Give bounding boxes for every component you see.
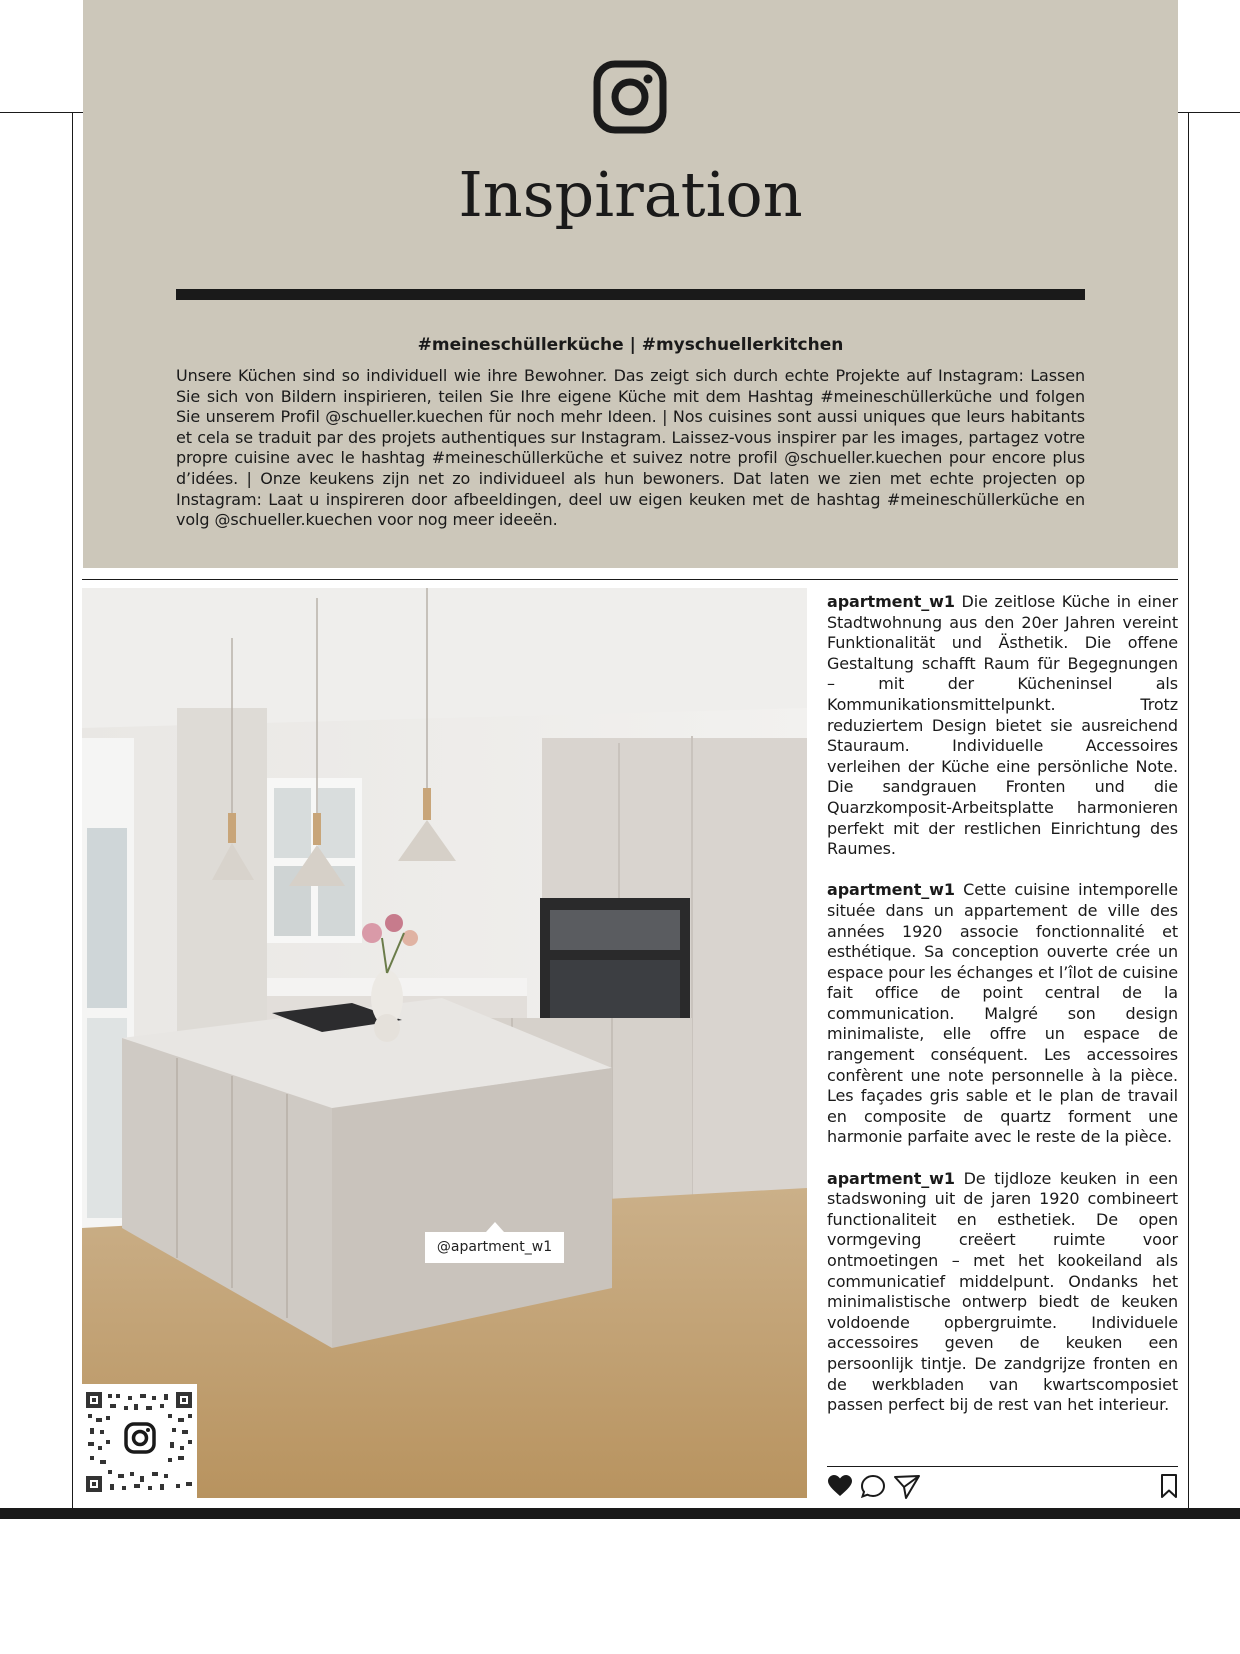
post-text: De tijdloze keuken in een stadswoning uit de jaren 1920 combineert functionaliteit en esthetiek. De open vormgeving creëert ruimte voor ontmoetingen – met het kookeiland als communicatief middelpunt. Ondanks het minimalistische ontwerp biedt de keuken voldoende opbergruimte. Individuele accessoires geven de keuken een persoonlijk tintje. De zandgrijze fronten en de werkbladen van kwartscomposiet passen perfect bij de rest van het interieur. bbox=[827, 1168, 1178, 1415]
share-icon[interactable] bbox=[893, 1474, 921, 1500]
post-username[interactable]: apartment_w1 bbox=[827, 592, 955, 611]
post-actions bbox=[827, 1466, 1178, 1502]
post-text: Cette cuisine intemporelle située dans un appartement de ville des années 1920 associe fonctionnalité et esthétique. Sa conception ouverte crée un espace pour les échanges et l’îlot de cuisine fait office de point central de la communication. Malgré son design minimaliste, elle offre un espace de rangement conséquent. Les accessoires confèrent une note personnelle à la pièce. Les façades gris sable et le plan de travail en composite de quartz forment une harmonie parfaite avec le reste de la pièce. bbox=[827, 880, 1178, 1147]
post-caption-fr bbox=[827, 880, 1178, 1148]
instagram-icon[interactable] bbox=[593, 60, 667, 134]
post-text: Die zeitlose Küche in einer Stadtwohnung aus den 20er Jahren vereint Funktionalität und Ästhetik. Die offene Gestaltung schafft Raum für Begegnungen – mit der Kücheninsel als Kommunikationsmittelpunkt. Trotz reduziertem Design bietet sie ausreichend Stauraum. Individuelle Accessoires verleihen der Küche eine persönliche Note. Die sandgrauen Fronten und die Quarzkomposit-Arbeitsplatte harmonieren perfekt mit der restlichen Einrichtung des Raumes. bbox=[827, 592, 1178, 859]
hashtags-heading: #meineschüllerküche | #myschuellerkitchen bbox=[417, 335, 844, 355]
title-divider bbox=[176, 289, 1085, 300]
post-caption-nl bbox=[827, 1169, 1178, 1416]
section-divider bbox=[82, 579, 1178, 580]
frame-line-top-left bbox=[0, 112, 83, 113]
photo-user-tag[interactable]: @apartment_w1 bbox=[425, 1232, 564, 1263]
frame-bottom-bar bbox=[0, 1508, 1240, 1519]
intro-text: Unsere Küchen sind so individuell wie ihre Bewohner. Das zeigt sich durch echte Projekte auf Instagram: Lassen Sie sich von Bildern inspirieren, teilen Sie Ihre eigene Küche mit dem Hashtag #meineschüllerküche und folgen Sie unserem Profil @schueller.kuechen für noch mehr Ideen. | Nos cuisines sont aussi uniques que leurs habitants et cela se traduit par des projets authentiques sur Instagram. Laissez-vous inspirer par les images, partagez votre propre cuisine avec le hashtag #meineschüllerküche et suivez notre profil @schueller.kuechen pour encore plus d’idées. | Onze keukens zijn net zo individueel als hun bewoners. Dat laten we zien met echte projecten op Instagram: Laat u inspireren door afbeeldingen, deel uw eigen keuken met de hashtag #meineschüllerküche en volg @schueller.kuechen voor nog meer ideeën. bbox=[176, 366, 1085, 530]
bookmark-icon[interactable] bbox=[1160, 1474, 1178, 1498]
post-username[interactable]: apartment_w1 bbox=[827, 880, 955, 900]
frame-line-left bbox=[72, 112, 73, 1512]
comment-icon[interactable] bbox=[860, 1474, 886, 1498]
kitchen-photo[interactable] bbox=[82, 588, 807, 1498]
frame-line-right bbox=[1188, 112, 1189, 1512]
post-captions bbox=[827, 592, 1178, 1436]
page-title: Inspiration bbox=[458, 158, 803, 231]
heart-icon[interactable] bbox=[827, 1474, 853, 1498]
post-caption-de bbox=[827, 592, 1178, 860]
post-username[interactable]: apartment_w1 bbox=[827, 1168, 955, 1188]
kitchen-illustration bbox=[82, 588, 807, 1498]
qr-code[interactable] bbox=[82, 1384, 197, 1498]
